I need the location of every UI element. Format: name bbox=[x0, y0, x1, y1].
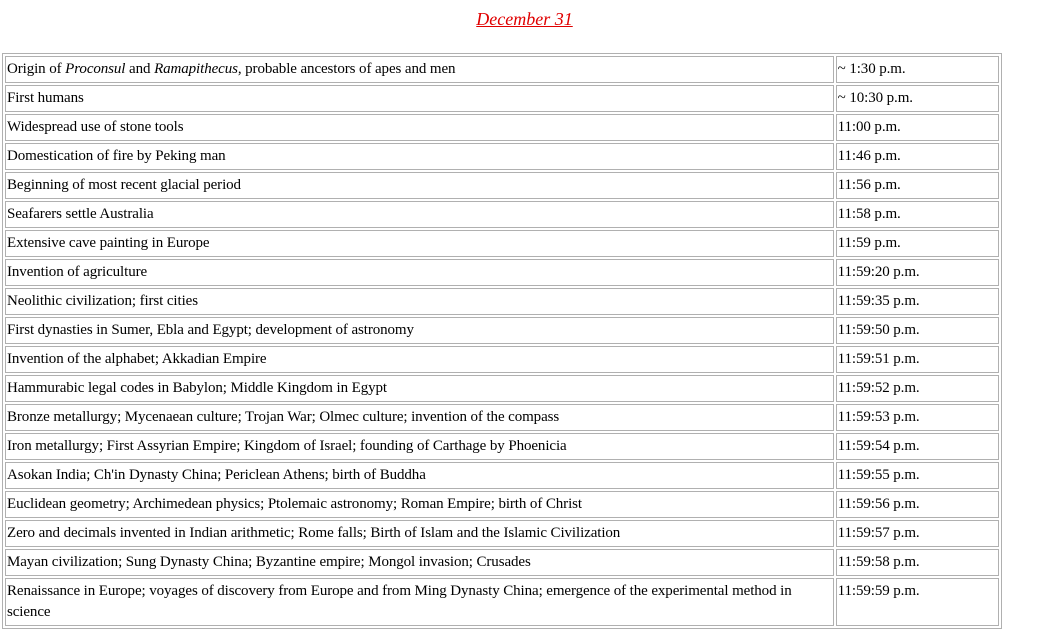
event-cell: Euclidean geometry; Archimedean physics; Ptolemaic astronomy; Roman Empire; birth of Christ bbox=[5, 491, 834, 518]
event-cell: Zero and decimals invented in Indian arithmetic; Rome falls; Birth of Islam and the Islamic Civilization bbox=[5, 520, 834, 547]
event-cell: Mayan civilization; Sung Dynasty China; Byzantine empire; Mongol invasion; Crusades bbox=[5, 549, 834, 576]
event-text: , probable ancestors of apes and men bbox=[237, 61, 456, 77]
time-cell: 11:00 p.m. bbox=[836, 114, 999, 141]
event-cell: Invention of the alphabet; Akkadian Empire bbox=[5, 346, 834, 373]
event-cell: Extensive cave painting in Europe bbox=[5, 230, 834, 257]
table-body bbox=[5, 56, 999, 626]
time-cell: ~ 1:30 p.m. bbox=[836, 56, 999, 83]
event-cell: Hammurabic legal codes in Babylon; Middle Kingdom in Egypt bbox=[5, 375, 834, 402]
time-cell: 11:59:53 p.m. bbox=[836, 404, 999, 431]
time-cell: 11:59:58 p.m. bbox=[836, 549, 999, 576]
table-row bbox=[5, 317, 999, 344]
table-row bbox=[5, 143, 999, 170]
page-title: December 31 bbox=[476, 9, 573, 29]
time-cell: 11:59:59 p.m. bbox=[836, 578, 999, 626]
table-row bbox=[5, 114, 999, 141]
time-cell: 11:56 p.m. bbox=[836, 172, 999, 199]
event-text: and bbox=[125, 61, 155, 77]
table-row bbox=[5, 230, 999, 257]
time-cell: 11:59:52 p.m. bbox=[836, 375, 999, 402]
table-row bbox=[5, 259, 999, 286]
time-cell: 11:59:56 p.m. bbox=[836, 491, 999, 518]
time-cell: 11:59 p.m. bbox=[836, 230, 999, 257]
table-row bbox=[5, 201, 999, 228]
time-cell: 11:59:50 p.m. bbox=[836, 317, 999, 344]
event-cell: Domestication of fire by Peking man bbox=[5, 143, 834, 170]
event-cell: Widespread use of stone tools bbox=[5, 114, 834, 141]
table-row bbox=[5, 346, 999, 373]
time-cell: 11:59:20 p.m. bbox=[836, 259, 999, 286]
event-cell: Beginning of most recent glacial period bbox=[5, 172, 834, 199]
table-row bbox=[5, 85, 999, 112]
event-text-italic: Ramapithecus bbox=[154, 61, 238, 77]
time-cell: 11:59:55 p.m. bbox=[836, 462, 999, 489]
table-row bbox=[5, 549, 999, 576]
time-cell: 11:58 p.m. bbox=[836, 201, 999, 228]
event-cell: First humans bbox=[5, 85, 834, 112]
time-cell: 11:59:35 p.m. bbox=[836, 288, 999, 315]
time-cell: 11:59:51 p.m. bbox=[836, 346, 999, 373]
table-row bbox=[5, 288, 999, 315]
time-cell: 11:46 p.m. bbox=[836, 143, 999, 170]
time-cell: ~ 10:30 p.m. bbox=[836, 85, 999, 112]
time-cell: 11:59:57 p.m. bbox=[836, 520, 999, 547]
event-cell: Renaissance in Europe; voyages of discovery from Europe and from Ming Dynasty China; emergence of the experimental method in science bbox=[5, 578, 834, 626]
table-row bbox=[5, 404, 999, 431]
event-cell: Iron metallurgy; First Assyrian Empire; Kingdom of Israel; founding of Carthage by Phoenicia bbox=[5, 433, 834, 460]
table-row bbox=[5, 433, 999, 460]
event-text-italic: Proconsul bbox=[65, 61, 126, 77]
time-cell: 11:59:54 p.m. bbox=[836, 433, 999, 460]
event-cell: Asokan India; Ch'in Dynasty China; Periclean Athens; birth of Buddha bbox=[5, 462, 834, 489]
table-row bbox=[5, 491, 999, 518]
event-cell: Bronze metallurgy; Mycenaean culture; Trojan War; Olmec culture; invention of the compass bbox=[5, 404, 834, 431]
event-cell: First dynasties in Sumer, Ebla and Egypt; development of astronomy bbox=[5, 317, 834, 344]
event-cell bbox=[5, 56, 834, 83]
table-row bbox=[5, 172, 999, 199]
table-row bbox=[5, 375, 999, 402]
event-cell: Invention of agriculture bbox=[5, 259, 834, 286]
table-row bbox=[5, 520, 999, 547]
event-cell: Neolithic civilization; first cities bbox=[5, 288, 834, 315]
table-row bbox=[5, 578, 999, 626]
event-cell: Seafarers settle Australia bbox=[5, 201, 834, 228]
table-row bbox=[5, 56, 999, 83]
event-text: Origin of bbox=[7, 61, 66, 77]
table-row bbox=[5, 462, 999, 489]
cosmic-calendar-table bbox=[2, 53, 1002, 629]
